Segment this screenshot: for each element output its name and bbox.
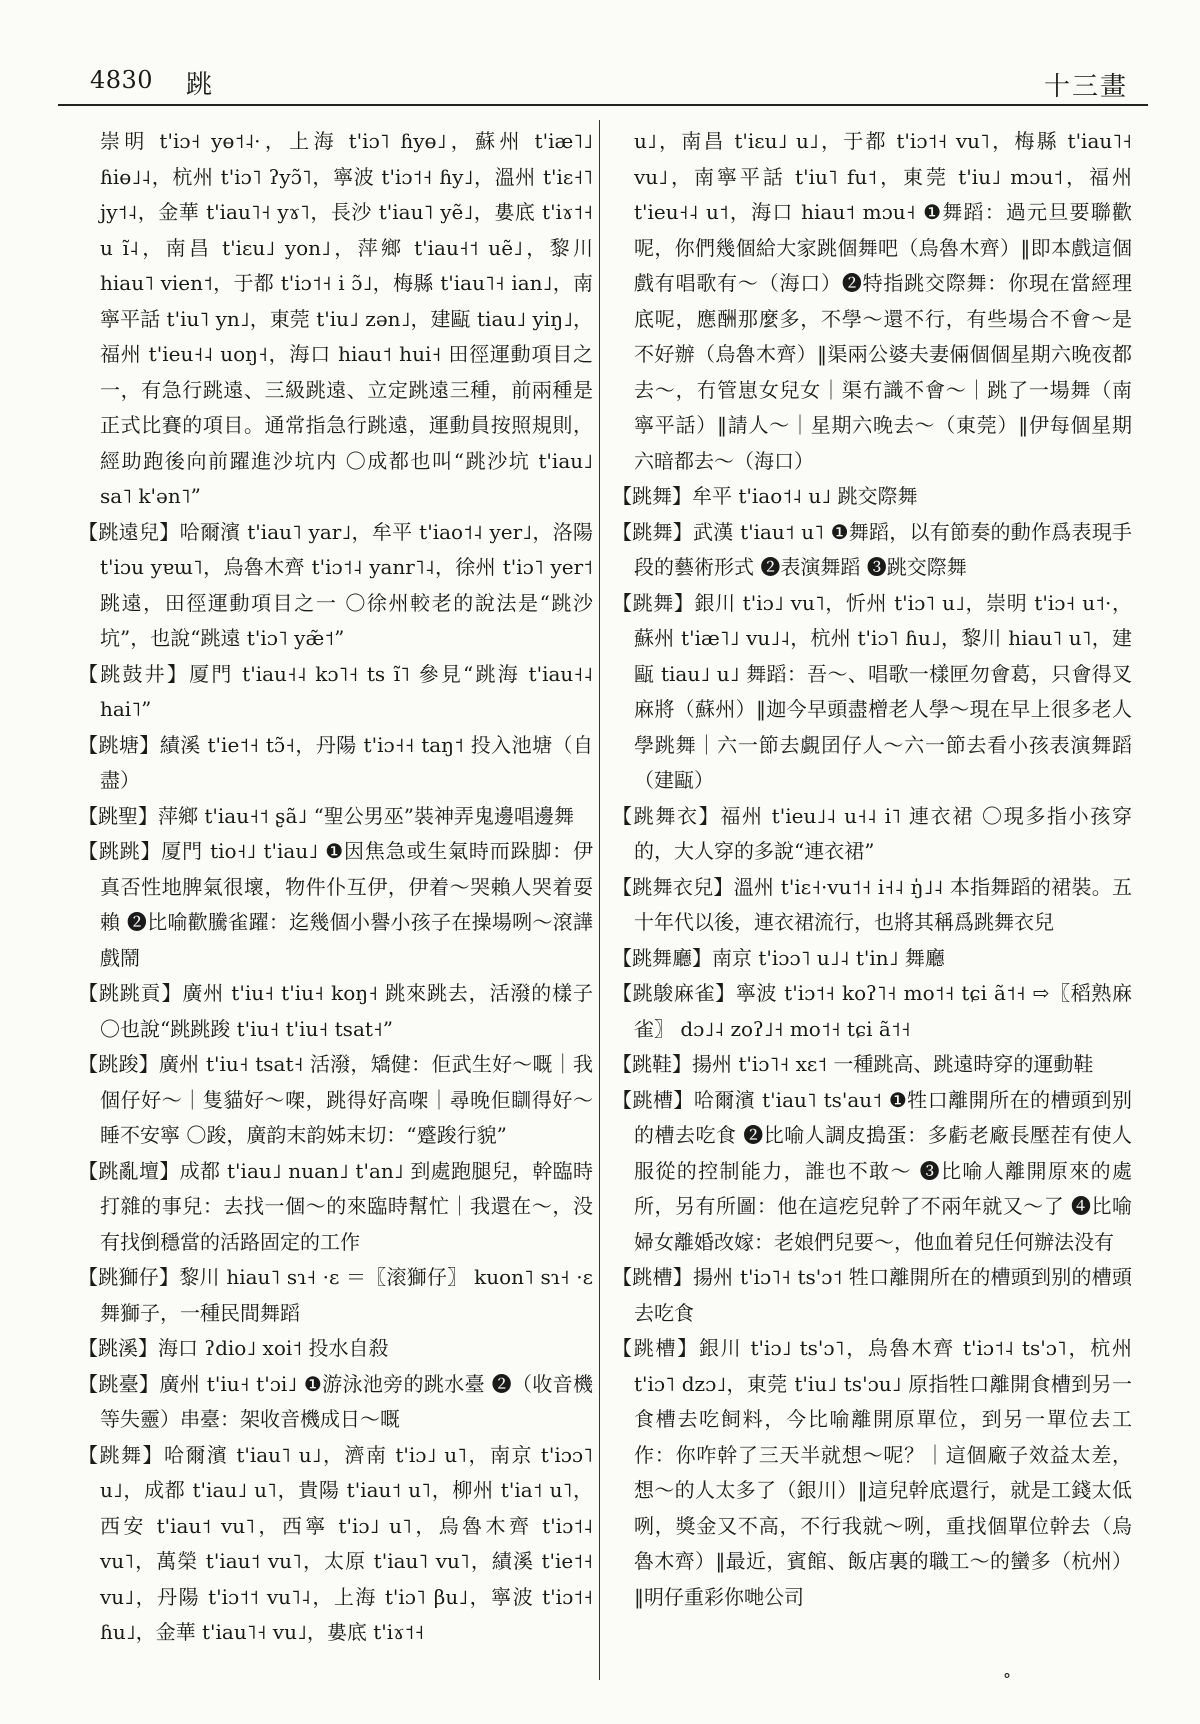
- dictionary-entry: 【跳槽】哈爾濱 t'iau˥ ts'au˦ ❶牲口離開所在的槽頭到别的槽去吃食 ❷比喻人調皮搗蛋：多虧老廠長壓茬有使人服從的控制能力，誰也不敢～ ❸比喻人離開原來的處所，另有所圖：他在這疙兒幹了不兩年就又～了 ❹比喻婦女離婚改嫁：老娘們兒要～，他血着兒任何辦法没有: [612, 1087, 1132, 1254]
- dictionary-entry: 【跳塘】績溪 t'ie˦˧ tɔ̃˧，丹陽 t'iɔ˧˧ taŋ˦ 投入池塘（自盡）: [78, 732, 593, 792]
- dictionary-entry: 【跳舞衣兒】溫州 t'iɛ˧·vu˦˧ i˧˨ ŋ̍˩˨ 本指舞蹈的裙裝。五十年代以後，連衣裙流行，也將其稱爲跳舞衣兒: [612, 874, 1132, 934]
- section-label: 十三畫: [1043, 72, 1128, 102]
- dictionary-entry: 【跳獅仔】黎川 hiau˥ sɿ˧ ·ɛ ＝〖滚獅仔〗 kuon˥ sɿ˧ ·ɛ 舞獅子，一種民間舞蹈: [78, 1265, 593, 1325]
- dictionary-entry: 【跳舞】哈爾濱 t'iau˥ u˩，濟南 t'iɔ˩ u˥，南京 t'iɔɔ˥ u˩，成都 t'iau˩ u˥，貴陽 t'iau˦ u˥，柳州 t'ia˦ u˥，西安 t'iau˦ vu˥，西寧 t'iɔ˩ u˥，烏魯木齊 t'iɔ˦˨ vu˥，萬榮 t'iau˦ vu˥，太原 t'iau˥ vu˥，績溪 t'ie˦˧ vu˩，丹陽 t'iɔ˦˦ vu˥˨，上海 t'iɔ˥ βu˩，寧波 t'iɔ˦˧ ɦu˩，金華 t'iau˥˧ vu˩，婁底 t'iɤ˦˧: [78, 1442, 593, 1644]
- right-column: [612, 124, 1132, 1684]
- dictionary-entry: 【跳鞋】揚州 t'iɔ˥˧ xɛ˦ 一種跳高、跳遠時穿的運動鞋: [612, 1052, 1094, 1076]
- head-character: 跳: [186, 70, 213, 100]
- dictionary-entry: 【跳舞廳】南京 t'iɔɔ˥ u˩˨ t'in˩ 舞廳: [612, 945, 945, 970]
- dictionary-entry: 【跳亂壇】成都 t'iau˩ nuan˩ t'an˩ 到處跑腿兒，幹臨時打雜的事兒：去找一個～的來臨時幫忙｜我還在～，没有找倒穩當的活路固定的工作: [78, 1158, 593, 1254]
- dictionary-entry: 【跳槽】揚州 t'iɔ˥˧ ts'ɔ˦ 牲口離開所在的槽頭到别的槽頭去吃食: [612, 1265, 1132, 1325]
- dictionary-entry: 【跳踆】廣州 t'iu˧ tsat˧ 活潑，矯健：佢武生好～嘅｜我個仔好～｜隻貓好～㗎，跳得好高㗎｜尋晚佢瞓得好～睡不安寧 〇踆，廣韵末韵姊末切：“蹙踆行貌”: [78, 1052, 593, 1147]
- header-rule: [58, 104, 1148, 106]
- dictionary-entry: 【跳舞】牟平 t'iao˦˨ u˩ 跳交際舞: [612, 484, 918, 508]
- dictionary-entry: 【跳舞】銀川 t'iɔ˩ vu˥，忻州 t'iɔ˥ u˩，崇明 t'iɔ˧ u˦·，蘇州 t'iæ˥˩ vu˩˨，杭州 t'iɔ˥ ɦu˩，黎川 hiau˥ u˥，建甌 tiau˩ u˩ 舞蹈：吾～、唱歌一樣匣勿會葛，只會得叉麻將（蘇州）‖迦今早頭盡橧老人學～現在早上很多老人學跳舞｜六一節去覷囝仔人～六一節去看小孩表演舞蹈（建甌）: [612, 590, 1132, 792]
- page-header: [58, 58, 1148, 102]
- page-number: 4830: [90, 66, 154, 94]
- dictionary-entry: 【跳舞】武漢 t'iau˦ u˥ ❶舞蹈，以有節奏的動作爲表現手段的藝術形式 ❷表演舞蹈 ❸跳交際舞: [612, 519, 1132, 579]
- dictionary-entry: 【跳舞衣】福州 t'ieu˩˨ u˧˨ i˥ 連衣裙 〇現多指小孩穿的，大人穿的多說“連衣裙”: [612, 803, 1132, 863]
- dictionary-entry: 【跳鵔麻雀】寧波 t'iɔ˦˧ koʔ˥˧ mo˦˧ tɕi ã˦˧ ⇨〖稻熟麻雀〗 dɔ˩˨ zoʔ˩˧ mo˦˧ tɕi ã˦˧: [612, 981, 1132, 1041]
- entry-continuation: 崇明 t'iɔ˧ yɵ˦˨·，上海 t'iɔ˥ ɦyɵ˩，蘇州 t'iæ˥˩ ɦiɵ˩˨，杭州 t'iɔ˥ ʔyɔ̃˥，寧波 t'iɔ˦˧ ɦy˩，溫州 t'iɛ˧˥ jy˦˨，金華 t'iau˥˧ yɤ˥，長沙 t'iau˥ yẽ˩，婁底 t'iɤ˦˧ u ĩ˨，南昌 t'iɛu˩ yon˩，萍鄉 t'iau˧˦ uẽ˩，黎川 hiau˥ vien˦，于都 t'iɔ˦˧ i ɔ̃˩，梅縣 t'iau˥˧ ian˩，南寧平話 t'iu˥ yn˩，東莞 t'iu˩ zən˩，建甌 tiau˩ yiŋ˩，福州 t'ieu˧˨ uoŋ˧，海口 hiau˦ hui˧ 田徑運動項目之一，有急行跳遠、三級跳遠、立定跳遠三種，前兩種是正式比賽的項目。通常指急行跳遠，運動員按照規則，經助跑後向前躍進沙坑内 〇成都也叫“跳沙坑 t'iau˩ sa˥ k'ən˥”: [100, 129, 593, 508]
- dictionary-entry: 【跳臺】廣州 t'iu˧ t'ɔi˩ ❶游泳池旁的跳水臺 ❷（收音機等失靈）串臺：架收音機成日～嘅: [78, 1371, 593, 1431]
- dictionary-entry: 【跳聖】萍鄉 t'iau˧˦ ʂã˩ “聖公男巫”裝神弄鬼邊唱邊舞: [78, 803, 575, 828]
- dictionary-entry: 【跳跳貢】廣州 t'iu˧ t'iu˧ koŋ˧ 跳來跳去，活潑的樣子 〇也說“跳跳踆 t'iu˧ t'iu˧ tsat˧”: [78, 981, 593, 1041]
- left-column: [78, 124, 593, 1684]
- dictionary-entry: 【跳鼓井】厦門 t'iau˧˨ kɔ˥˧ ts ĩ˥ 參見“跳海 t'iau˧˨ hai˥”: [78, 661, 593, 721]
- continuation-mark: °: [1003, 1670, 1011, 1689]
- dictionary-entry: 【跳槽】銀川 t'iɔ˩ ts'ɔ˥，烏魯木齊 t'iɔ˦˨ ts'ɔ˥，杭州 t'iɔ˥ dzɔ˩，東莞 t'iu˩ ts'ɔu˩ 原指牲口離開食槽到另一食槽去吃飼料，今比喻離開原單位，到另一單位去工作：你咋幹了三天半就想～呢？｜這個廠子效益太差，想～的人太多了（銀川）‖這兒幹底還行，就是工錢太低咧，獎金又不高，不行我就～咧，重找個單位幹去（烏魯木齊）‖最近，賓館、飯店裏的職工～的蠻多（杭州）‖明仔重彩你哋公司: [612, 1336, 1132, 1609]
- column-divider: [599, 120, 600, 1680]
- dictionary-entry: 【跳跳】厦門 tio˧˩ t'iau˩ ❶因焦急或生氣時而跺脚：伊真否性地脾氣很壞，物件仆互伊，伊着～哭賴人哭着耍賴 ❷比喻歡騰雀躍：迄幾個小譽小孩子在操場咧～滾譁戲鬧: [78, 839, 593, 970]
- dictionary-entry: 【跳遠兒】哈爾濱 t'iau˥ yar˩，牟平 t'iao˦˨ yer˩，洛陽 t'iɔu yɐɯ˥，烏魯木齊 t'iɔ˦˨ yanr˥˨，徐州 t'iɔ˥ yer˦ 跳遠，田徑運動項目之一 〇徐州較老的說法是“跳沙坑”，也說“跳遠 t'iɔ˥ yæ̃˦”: [78, 519, 593, 650]
- dictionary-entry: 【跳溪】海口 ʔdio˩ xoi˦ 投水自殺: [78, 1336, 389, 1360]
- entry-continuation: u˩，南昌 t'iɛu˩ u˩，于都 t'iɔ˦˧ vu˥，梅縣 t'iau˥˧ vu˩，南寧平話 t'iu˥ fu˦，東莞 t'iu˩ mɔu˦，福州 t'ieu˧˨ u˦，海口 hiau˦ mɔu˧ ❶舞蹈：過元旦要聯歡呢，你們幾個給大家跳個舞吧（烏魯木齊）‖即本戲這個戲有唱歌有～（海口）❷特指跳交際舞：你現在當經理底呢，應酬那麼多，不學～還不行，有些場合不會～是不好辦（烏魯木齊）‖渠兩公婆夫妻倆個個星期六晚夜都去～，冇管崽女兒女｜渠冇識不會～｜跳了一場舞（南寧平話）‖請人～｜星期六晚去～（東莞）‖伊每個星期六暗都去～（海口）: [634, 129, 1132, 473]
